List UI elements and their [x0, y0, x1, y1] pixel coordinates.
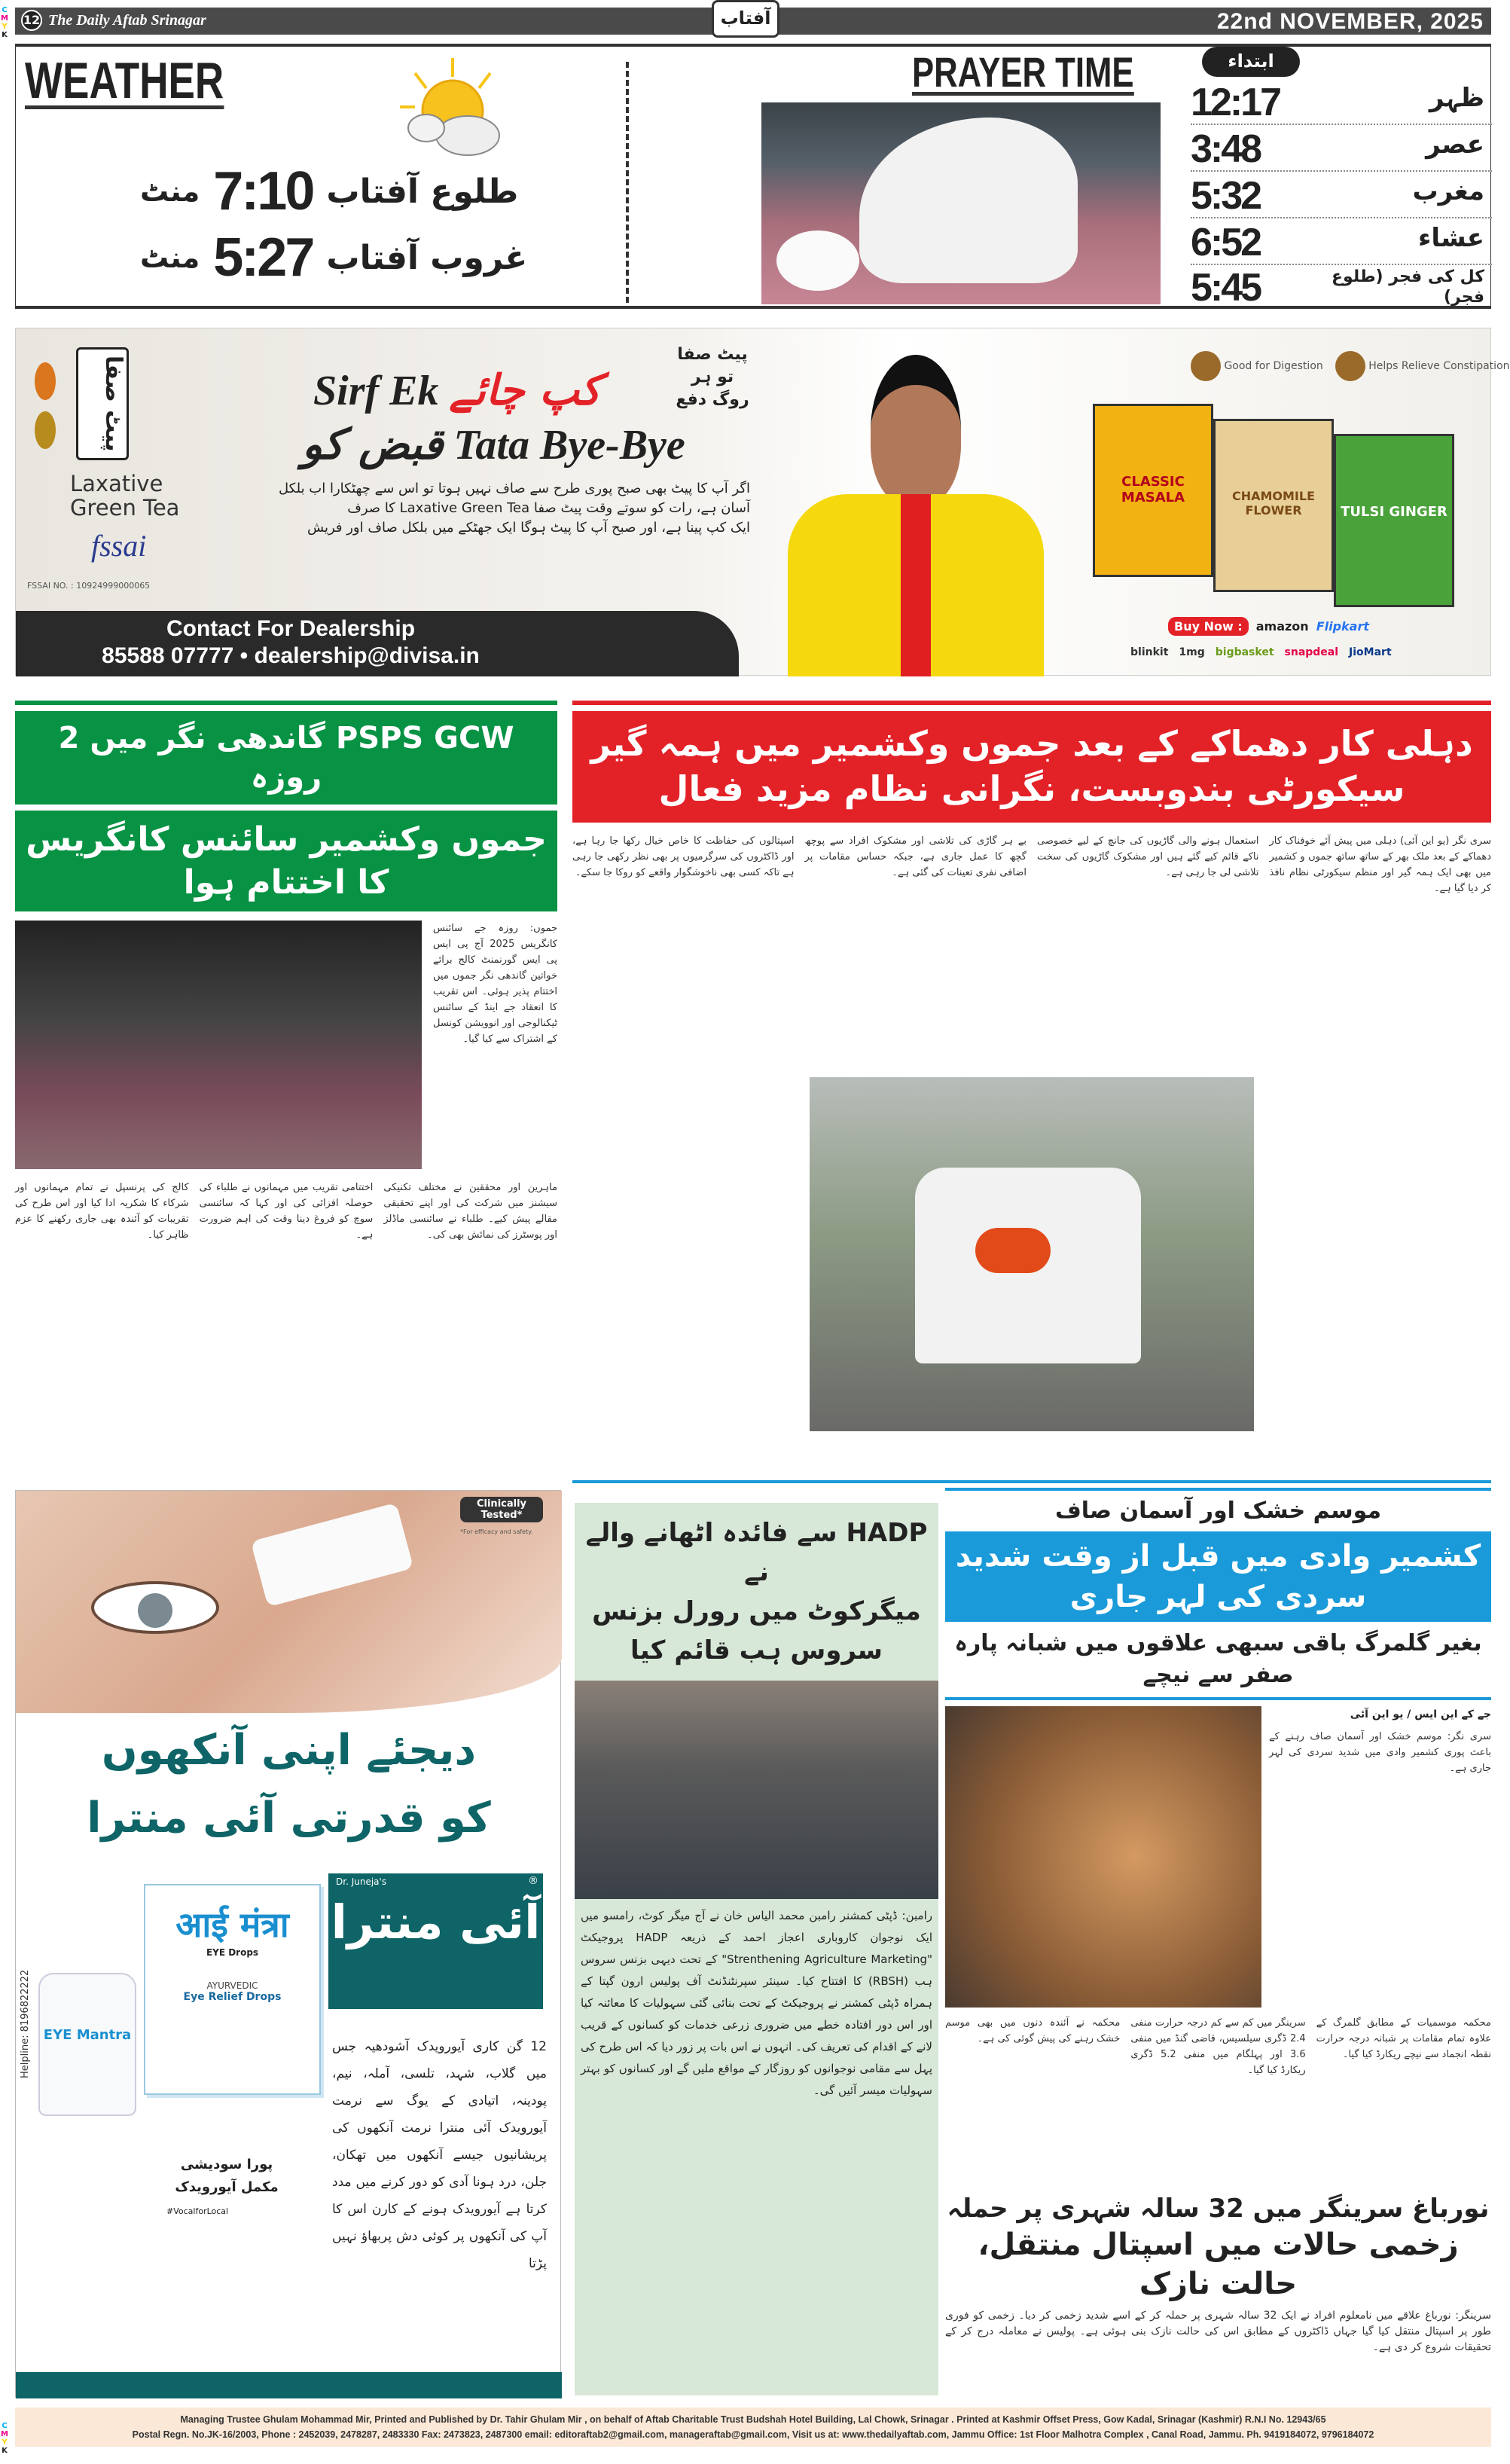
registered-mark: ® — [528, 1875, 538, 1887]
prayer-row — [1191, 265, 1492, 310]
weather-title: WEATHER — [25, 52, 224, 109]
tata-text: Tata Bye-Bye — [453, 422, 685, 469]
imprint-line: Managing Trustee Ghulam Mohammad Mir, Printed and Published by Dr. Tahir Ghulam Mir , on behalf of Aftab Charitable Trust Budshah Hotel Building, Lal Chowk, Srinagar . Printed at Kashmir Offset Press, Gow Kadal, Srinagar (Kashmir) R.N.I No. 12943/65 — [180, 2414, 1326, 2425]
ad-headline — [16, 1717, 562, 1852]
kangri-baskets-photo — [945, 1706, 1261, 2008]
prayer-name: عشاء — [1418, 223, 1484, 253]
byline: جے کے این ایس / یو این آئی — [1350, 1708, 1491, 1721]
buy-now-row — [1168, 617, 1369, 636]
sirf-ek-text: Sirf Ek — [313, 368, 439, 414]
body-column: اختتامی تقریب میں مہمانوں نے طلباء کی حوصلہ افزائی کی اور کہا کہ سائنسی سوچ کو فروغ دینا وقت کی اہم ضرورت ہے۔ — [199, 1182, 374, 1241]
headline-line: زخمی حالات میں اسپتال منتقل، حالت نازک — [978, 2227, 1459, 2302]
box-drops-label: EYE Drops — [206, 1947, 259, 1958]
body-column: اسپتالوں کی حفاظت کا خاص خیال رکھا جا رہا ہے، اور ڈاکٹروں کی سرگرمیوں پر بھی نظر رکھی جا رہی ہے تاکہ کسی بھی ناخوشگوار واقعے کو روکا جا سکے۔ — [572, 835, 795, 878]
photo-row — [15, 921, 557, 1169]
headline-kicker: PSPS GCW گاندھی نگر میں 2 روزہ — [15, 711, 557, 805]
ad-body: 12 گن کاری آیورویدک آشودھیہ جس میں گلاب، شہد، تلسی، آملہ، نیم، پودینہ، اتیادی کے یوگ سے نرمت آیورویدک آئی منترا نرمت آنکھوں کی پریشانیوں جیسے آنکھوں میں تھکان، جلن، درد ہونا آدی کو دور کرنے میں مدد کرتا ہے آیورویدک ہونے کے کارن اس کا آپ کی آنکھوں پر کوئی دش پربھاؤ نہیں پڑتا — [332, 2039, 547, 2271]
story-cold-wave — [945, 1488, 1491, 2185]
sunset-time: 5:27 — [213, 227, 313, 288]
body-column: کالج کی پرنسپل نے تمام مہمانوں اور شرکاء کا شکریہ ادا کیا اور اس طرح کی تقریبات کو آئندہ بھی جاری رکھنے کا عزم ظاہر کیا۔ — [14, 1182, 189, 1241]
store-row — [1130, 646, 1392, 658]
ad-body-line: اگر آپ کا پیٹ بھی صبح پوری طرح سے صاف نہیں ہوتا تو اس سے چھٹکارا اب بلکل — [279, 481, 750, 496]
store-snapdeal[interactable]: snapdeal — [1284, 646, 1339, 658]
side-column — [1269, 1706, 1491, 2008]
sunrise-time: 7:10 — [213, 161, 313, 221]
qabz-text: قبض کو — [302, 420, 444, 469]
prayer-row — [1191, 220, 1492, 265]
prayer-name: عصر — [1426, 130, 1484, 160]
ad-body-line: آسان ہے، رات کو سوتے وقت پیٹ صفا Laxative Green Tea کا صرف — [347, 500, 750, 516]
swadeshi-line: مکمل آیورویدک — [175, 2179, 279, 2195]
brand-by: Dr. Juneja's — [336, 1876, 387, 1887]
benefits — [1191, 351, 1510, 381]
cmyk-registration-mark: C M Y K — [1, 2422, 8, 2455]
imprint-footer — [15, 2408, 1491, 2447]
headline — [945, 2192, 1491, 2304]
body-column: جموں: روزہ جے سائنس کانگریس 2025 آج پی ایس پی ایس گورنمنٹ کالج برائے خواتین گاندھی نگر جموں میں اختتام پذیر ہوئی۔ اس تقریب کا انعقاد جے اینڈ کے سائنس ٹیکنالوجی اور انوویشن کونسل کے اشتراک سے کیا گیا۔ — [433, 923, 557, 1046]
helpline: Helpline: 8196822222 — [20, 1969, 31, 2078]
headline-line: میگرکوٹ میں رورل بزنس سروس ہب قائم کیا — [592, 1596, 921, 1666]
prayer-photo — [761, 102, 1161, 304]
body-column: سری نگر: موسم خشک اور آسمان صاف رہنے کے باعث پوری کشمیر وادی میں شدید سردی کی لہر جاری ہے۔ — [1269, 1731, 1491, 1774]
minute-label: منٹ — [140, 241, 200, 274]
ad-tagline: پیٹ صفا تو ہر روگ دفع — [676, 345, 749, 409]
benefit-digestion — [1191, 351, 1323, 381]
issue-date: 22nd NOVEMBER, 2025 — [1216, 9, 1484, 34]
prayer-name: مغرب — [1412, 176, 1484, 206]
body-columns — [572, 833, 1491, 896]
ad-body — [193, 479, 750, 538]
body-text: رامبن: ڈپٹی کمشنر رامبن محمد الیاس خان نے آج میگر کوٹ، رامسو میں ایک نوجوان کاروباری اعجاز احمد کے ذریعہ HADP پروجیکٹ "Strenthening Agriculture Marketing" کے تحت دیہی بزنس سروس ہب (RBSH) کا افتتاح کیا۔ سینئر سپرنٹنڈنٹ آف پولیس ارون گپتا کے ہمراہ ڈپٹی کمشنر نے پروجیکٹ کے تحت بنائی گئی سہولیات کا معائنہ کیا اور اس دور افتادہ خطے میں ضروری زرعی خدمات کو کسانوں کے قریب لانے کے اقدام کی تعریف کی۔ انہوں نے اس بات پر زور دیا کہ اس طرح کی پہل سے مقامی نوجوانوں کو روزگار کے مواقع ملیں گے اور کسانوں کو بہتر سہولیات میسر آئیں گی۔ — [581, 1909, 932, 2097]
stomach-icon — [1191, 351, 1221, 381]
model-photo — [758, 343, 1089, 676]
story-noorbagh-attack — [945, 2192, 1491, 2356]
buy-now-badge: Buy Now : — [1168, 617, 1249, 636]
fssai-number: FSSAI NO. : 10924999000065 — [27, 581, 151, 591]
brand-panel — [328, 1873, 543, 2009]
ad-headline-tata — [302, 420, 685, 470]
box-ayurvedic-label: AYURVEDIC — [206, 1980, 258, 1991]
product-box: CHAMOMILE FLOWER — [1213, 419, 1334, 592]
prayer-name: کل کی فجر (طلوع فجر) — [1332, 267, 1484, 307]
prayer-time: 6:52 — [1191, 221, 1261, 264]
swadeshi-label — [144, 2154, 310, 2199]
body-column: بے ہر گاڑی کی تلاشی اور مشکوک افراد سے پوچھ گچھ کا عمل جاری ہے، جبکہ حساس مقامات پر اضافی نفری تعینات کی گئی ہے۔ — [804, 835, 1026, 878]
ad-headline-line: کو قدرتی آئی منترا — [87, 1794, 491, 1843]
body-column: محکمہ نے آئندہ دنوں میں بھی موسم خشک رہنے کی پیش گوئی کی ہے۔ — [945, 2017, 1121, 2044]
headline: کشمیر وادی میں قبل از وقت شدید سردی کی لہر جاری — [945, 1531, 1491, 1622]
prayer-row — [1191, 127, 1492, 172]
story-hadp — [575, 1503, 938, 2395]
tea-advertisement — [15, 328, 1510, 676]
hub-inauguration-photo — [575, 1681, 938, 1899]
benefit-text: Helps Relieve Constipation — [1368, 360, 1510, 372]
masthead-logo: آفتاب — [712, 0, 779, 38]
story-security — [572, 701, 1491, 1484]
partly-cloudy-icon — [385, 54, 520, 160]
body-columns — [945, 2015, 1491, 2078]
body-columns — [15, 1180, 557, 1243]
clinically-note: *For efficacy and safety. — [460, 1528, 533, 1535]
dealership-contact[interactable]: 85588 07777 • dealership@divisa.in — [102, 643, 480, 668]
eye-drops-bottle: EYE Mantra — [38, 1973, 136, 2116]
prayer-time: 5:32 — [1191, 174, 1261, 218]
headline: دہلی کار دھماکے کے بعد جموں وکشمیر میں ہمہ گیر سیکورٹی بندوبست، نگرانی نظام مزید فعال — [572, 711, 1491, 823]
divider — [572, 1480, 1491, 1483]
swadeshi-line: پورا سودیشی — [180, 2157, 273, 2172]
product-box: TULSI GINGER — [1334, 434, 1454, 607]
store-bigbasket[interactable]: bigbasket — [1215, 646, 1274, 658]
cup-chai-text: کپ چائے — [449, 366, 601, 415]
green-tea-label: Green Tea — [70, 495, 180, 521]
store-blinkit[interactable]: blinkit — [1130, 646, 1169, 658]
store-flipkart[interactable]: Flipkart — [1316, 619, 1370, 634]
body-column: محکمہ موسمیات کے مطابق گلمرگ کے علاوہ تمام مقامات پر شبانہ درجہ حرارت نقطہ انجماد سے نیچے ریکارڈ کیا گیا۔ — [1316, 2017, 1491, 2060]
store-1mg[interactable]: 1mg — [1179, 646, 1205, 658]
kicker: موسم خشک اور آسمان صاف — [1054, 1498, 1382, 1524]
ad-bottom-band — [16, 2372, 562, 2398]
box-relief-label: Eye Relief Drops — [183, 1991, 282, 2003]
intestine-icon — [1335, 351, 1365, 381]
brand-logo: پیٹ صفا — [76, 347, 129, 460]
sunrise-label: طلوع آفتاب — [326, 172, 519, 211]
store-jiomart[interactable]: JioMart — [1349, 646, 1392, 658]
product-box — [144, 1884, 321, 2095]
body-column: سرینگر میں کم سے کم درجہ حرارت منفی 2.4 ڈگری سیلسیس، قاضی گنڈ میں منفی 3.6 اور پہلگام میں منفی 5.2 ڈگری ریکارڈ کیا گیا۔ — [1130, 2017, 1306, 2076]
dealership-banner — [16, 611, 739, 676]
subhead: بغیر گلمرگ باقی سبھی علاقوں میں شبانہ پارہ صفر سے نیچے — [954, 1630, 1482, 1688]
store-amazon[interactable]: amazon — [1255, 619, 1309, 634]
ad-body-line: ایک کپ پینا ہے، اور صبح آپ کا پیٹ ہوگا ایک جھٹکے میں بلکل صاف اور فریش — [307, 520, 750, 536]
headline-line: نورباغ سرینگر میں 32 سالہ شہری پر حملہ — [947, 2194, 1490, 2224]
product-box: CLASSIC MASALA — [1093, 404, 1213, 577]
imprint-line: Postal Regn. No.JK-16/2003, Phone : 2452039, 2478287, 2483330 Fax: 2473823, 2487300 email: editoraftab2@gmail.com, manageraftab@gmail.com, Visit us at: www.thedailyaftab.com, Jammu Office: 1st Floor Malhotra Complex , Canal Road, Jammu. Ph. 9419184072, 9796184072 — [132, 2429, 1374, 2440]
minute-label: منٹ — [140, 175, 200, 208]
page-number: 12 — [21, 10, 42, 31]
prayer-time: 5:45 — [1191, 266, 1261, 310]
story-science-congress — [15, 701, 557, 1484]
prayer-title: PRAYER TIME — [912, 48, 1134, 96]
prayer-row — [1191, 173, 1492, 218]
weather-prayer-box — [15, 44, 1491, 309]
security-check-photo — [810, 1077, 1254, 1431]
dealership-title: Contact For Dealership — [166, 616, 416, 641]
headline: جموں وکشمیر سائنس کانگریس کا اختتام ہوا — [15, 811, 557, 911]
prayer-row — [1191, 80, 1492, 125]
prayer-time: 12:17 — [1191, 81, 1280, 124]
award-badge — [35, 362, 56, 400]
body-column: استعمال ہونے والی گاڑیوں کی جانچ کے لیے خصوصی ناکے قائم کیے گئے ہیں اور مشکوک گاڑیوں کی سخت تلاشی لی جا رہی ہے۔ — [1037, 835, 1259, 878]
product-type — [70, 472, 179, 520]
congress-group-photo — [15, 921, 422, 1169]
prayer-time: 3:48 — [1191, 127, 1261, 171]
headline-line: HADP سے فائدہ اٹھانے والے نے — [585, 1518, 928, 1587]
divider — [626, 62, 629, 303]
brand-name-urdu: آئی منترا — [331, 1895, 541, 1950]
photo-row — [945, 1706, 1491, 2008]
ad-headline-line: دیجئے اپنی آنکھوں — [101, 1726, 477, 1775]
paper-name: The Daily Aftab Srinagar — [48, 12, 206, 29]
benefit-text: Good for Digestion — [1224, 360, 1323, 372]
body-text: سرینگر: نورباغ علاقے میں نامعلوم افراد نے ایک 32 سالہ شہری پر حملہ کر کے اسے شدید زخمی کر دیا۔ زخمی کو فوری طور پر اسپتال منتقل کیا گیا جہاں ڈاکٹروں کے مطابق اس کی حالت نازک بنی ہوئی ہے۔ پولیس نے معاملہ درج کر کے تحقیقات شروع کر دی ہے۔ — [945, 2310, 1491, 2354]
award-badge — [35, 411, 56, 449]
start-label-badge: ابتداء — [1202, 47, 1300, 77]
hashtag: #VocalforLocal — [166, 2206, 229, 2216]
sunset-label: غروب آفتاب — [326, 238, 528, 277]
laxative-label: Laxative — [70, 471, 163, 496]
prayer-name: ظہر — [1429, 83, 1484, 113]
body-column: سری نگر (یو این آئی) دہلی میں پیش آئے خوفناک کار دھماکے کے بعد ملک بھر کے ساتھ ساتھ جموں و کشمیر میں بھی ایک ہمہ گیر اور منظم سیکورٹی نظام نافذ کر دیا گیا ہے۔ — [1269, 835, 1491, 894]
ad-headline-sirf-ek — [313, 366, 601, 416]
body-column: ماہرین اور محققین نے مختلف تکنیکی سیشنز میں شرکت کی اور اپنے تحقیقی مقالے پیش کیے۔ طلباء نے سائنسی ماڈلز اور پوسٹرز کی نمائش بھی کی۔ — [383, 1182, 557, 1241]
cmyk-registration-mark: C M Y K — [1, 6, 8, 39]
sunset-row — [140, 227, 562, 288]
sunrise-row — [140, 161, 562, 221]
clinically-tested-badge: Clinically Tested* — [460, 1497, 543, 1522]
headline — [575, 1503, 938, 1681]
eye-drops-advertisement — [15, 1490, 561, 2398]
fssai-logo: fssai — [91, 529, 147, 563]
eye-drop-photo — [16, 1491, 562, 1713]
box-hindi-name: आई मंत्रा — [175, 1904, 289, 1945]
benefit-constipation — [1335, 351, 1510, 381]
